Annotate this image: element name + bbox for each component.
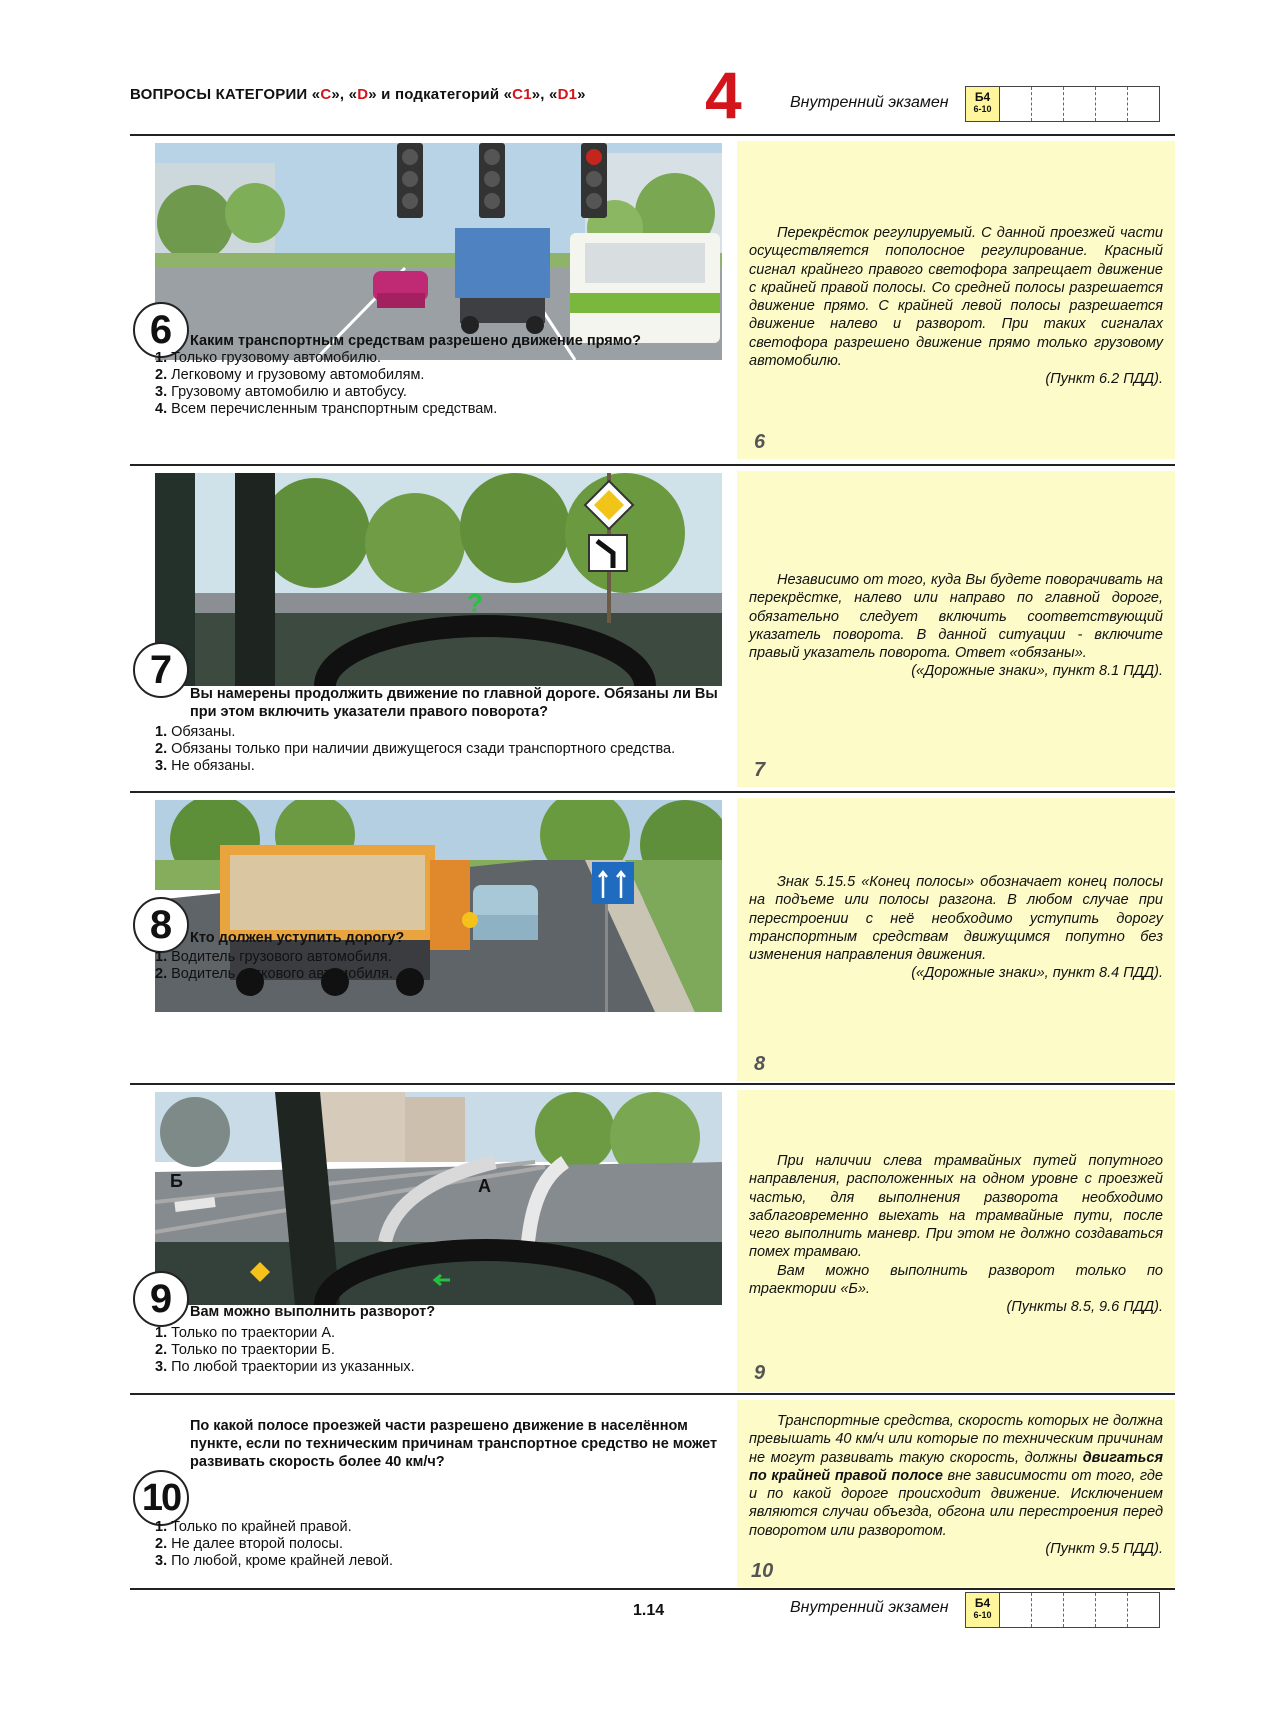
question-number-badge: 9	[133, 1271, 189, 1327]
question-6-section	[130, 136, 1175, 462]
question-number-badge: 8	[133, 897, 189, 953]
explanation-text: Перекрёсток регулируемый. С данной проезжей части осуществляется пополосное регулирование. Красный сигнал крайнего правого светофора запрещает движение с крайней правой полосы. Со средней полосы разрешается движение прямо. С крайней левой полосы разрешается движение налево и разворот. При таких сигналах светофора разрешено движение прямо только грузовому автомобилю. (Пункт 6.2 ПДД).	[749, 225, 1163, 388]
exam-code: Б4 6-10	[966, 1593, 1000, 1627]
exam-label-bottom: Внутренний экзамен	[790, 1599, 949, 1616]
explanation-reference: («Дорожные знаки», пункт 8.4 ПДД).	[911, 965, 1163, 982]
explanation-number: 8	[754, 1053, 766, 1075]
answer-cell[interactable]	[1064, 87, 1096, 121]
divider	[130, 1588, 1175, 1590]
answer-option[interactable]: 4. Всем перечисленным транспортным средствам.	[155, 401, 498, 417]
explanation-text: Знак 5.15.5 «Конец полосы» обозначает конец полосы на подъеме или полосы разгона. В любом случае при перестроении с неё необходимо уступить дорогу транспортным средствам движущимся попутно без изменения направления движения. («Дорожные знаки», пункт 8.4 ПДД).	[749, 874, 1163, 982]
question-10-section	[130, 1395, 1175, 1587]
question-number-badge: 6	[133, 302, 189, 358]
question-9-photo	[155, 1092, 722, 1305]
exam-label-top: Внутренний экзамен	[790, 94, 949, 111]
cabin-view-tram-tracks-illustration	[155, 1092, 722, 1305]
answer-option[interactable]: 1. Водитель грузового автомобиля.	[155, 949, 392, 965]
answer-cell[interactable]	[1128, 87, 1159, 121]
explanation-panel	[737, 141, 1175, 459]
answer-list	[155, 350, 497, 418]
question-text: Каким транспортным средствам разрешено движение прямо?	[190, 333, 641, 349]
page-header-title: ВОПРОСЫ КАТЕГОРИИ «C», «D» и подкатегорий «C1», «D1»	[130, 86, 586, 103]
answer-option[interactable]: 2. Только по траектории Б.	[155, 1342, 335, 1358]
explanation-number: 9	[754, 1362, 766, 1384]
explanation-panel	[737, 471, 1175, 787]
page-number: 1.14	[633, 1602, 665, 1619]
question-7-section	[130, 466, 1175, 789]
explanation-number: 7	[754, 759, 766, 781]
question-6-photo	[155, 143, 722, 360]
question-mark-indicator: ?	[467, 588, 483, 618]
answer-cell[interactable]	[1096, 1593, 1128, 1627]
exam-answer-grid-bottom	[965, 1592, 1160, 1628]
category-d: D	[357, 86, 369, 103]
answer-cell[interactable]	[1128, 1593, 1159, 1627]
answer-option[interactable]: 3. По любой, кроме крайней левой.	[155, 1553, 394, 1569]
answer-option[interactable]: 3. Грузовому автомобилю и автобусу.	[155, 384, 407, 400]
answer-cell[interactable]	[1000, 1593, 1032, 1627]
answer-cell[interactable]	[1064, 1593, 1096, 1627]
question-text: Вы намерены продолжить движение по главной дороге. Обязаны ли Вы при этом включить указатели правого поворота?	[190, 686, 718, 720]
answer-option[interactable]: 3. По любой траектории из указанных.	[155, 1359, 415, 1375]
answer-option[interactable]: 2. Легковому и грузовому автомобилям.	[155, 367, 425, 383]
explanation-reference: (Пункт 6.2 ПДД).	[1045, 371, 1163, 388]
explanation-reference: (Пункт 9.5 ПДД).	[1045, 1541, 1163, 1558]
answer-option[interactable]: 1. Только грузовому автомобилю.	[155, 350, 382, 366]
answer-list	[155, 1325, 415, 1376]
cabin-view-main-road-illustration	[155, 473, 722, 686]
answer-option[interactable]: 2. Обязаны только при наличии движущегося сзади транспортного средства.	[155, 741, 676, 757]
answer-option[interactable]: 1. Только по крайней правой.	[155, 1519, 352, 1535]
intersection-traffic-lights-illustration	[155, 143, 722, 360]
explanation-text: При наличии слева трамвайных путей попутного направления, расположенных на одном уровне с проезжей частью, для выполнения разворота необходимо заблаговременно выехать на трамвайные пути, после чего выполнить маневр. При этом не должно создаваться помех трамваю. Вам можно выполнить разворот только по траектории «Б». (Пункты 8.5, 9.6 ПДД).	[749, 1153, 1163, 1316]
explanation-number: 10	[751, 1560, 774, 1582]
explanation-text: Транспортные средства, скорость которых не должна превышать 40 км/ч или которые по техническим причинам не могут развивать такую скорость, должны двигаться по крайней правой полосе вне зависимости от того, где и по какой дороге происходит движение. Исключением являются случаи объезда, обгона или перестроения перед поворотом или разворотом. (Пункт 9.5 ПДД).	[749, 1413, 1163, 1558]
emphasis-text: двигаться по крайней правой полосе	[749, 1449, 1163, 1484]
category-d1: D1	[557, 86, 578, 103]
exam-code: Б4 6-10	[966, 87, 1000, 121]
answer-cell[interactable]	[1032, 87, 1064, 121]
answer-cell[interactable]	[1032, 1593, 1064, 1627]
answer-option[interactable]: 1. Обязаны.	[155, 724, 236, 740]
explanation-number: 6	[754, 431, 766, 453]
trajectory-label-a: А	[478, 1176, 491, 1196]
answer-cell[interactable]	[1000, 87, 1032, 121]
question-8-section	[130, 793, 1175, 1083]
question-number-badge: 7	[133, 642, 189, 698]
explanation-reference: (Пункты 8.5, 9.6 ПДД).	[1006, 1299, 1163, 1316]
answer-list	[155, 949, 393, 983]
question-9-section	[130, 1085, 1175, 1393]
answer-list	[155, 1519, 393, 1570]
explanation-panel	[737, 1090, 1175, 1392]
explanation-panel	[737, 798, 1175, 1081]
answer-option[interactable]: 1. Только по траектории А.	[155, 1325, 336, 1341]
ticket-number: 4	[705, 58, 742, 132]
answer-option[interactable]: 3. Не обязаны.	[155, 758, 255, 774]
answer-option[interactable]: 2. Водитель легкового автомобиля.	[155, 966, 394, 982]
trajectory-label-b: Б	[170, 1171, 183, 1191]
category-c: C	[320, 86, 332, 103]
explanation-panel	[737, 1400, 1175, 1587]
question-7-photo	[155, 473, 722, 686]
explanation-reference: («Дорожные знаки», пункт 8.1 ПДД).	[911, 663, 1163, 680]
explanation-text: Независимо от того, куда Вы будете поворачивать на перекрёстке, налево или направо по главной дороге, обязательно следует включить соответствующий указатель поворота. В данной ситуации - включите правый указатель поворота. Ответ «обязаны». («Дорожные знаки», пункт 8.1 ПДД).	[749, 572, 1163, 680]
answer-option[interactable]: 2. Не далее второй полосы.	[155, 1536, 343, 1552]
answer-cell[interactable]	[1096, 87, 1128, 121]
question-text: Кто должен уступить дорогу?	[190, 930, 405, 946]
exam-answer-grid-top	[965, 86, 1160, 122]
question-text: Вам можно выполнить разворот?	[190, 1304, 436, 1320]
category-c1: C1	[512, 86, 532, 103]
answer-list	[155, 724, 675, 775]
question-text: По какой полосе проезжей части разрешено движение в населённом пункте, если по техническим причинам транспортное средство не может развивать скорость более 40 км/ч?	[190, 1418, 718, 1470]
question-number-badge: 10	[133, 1470, 189, 1526]
